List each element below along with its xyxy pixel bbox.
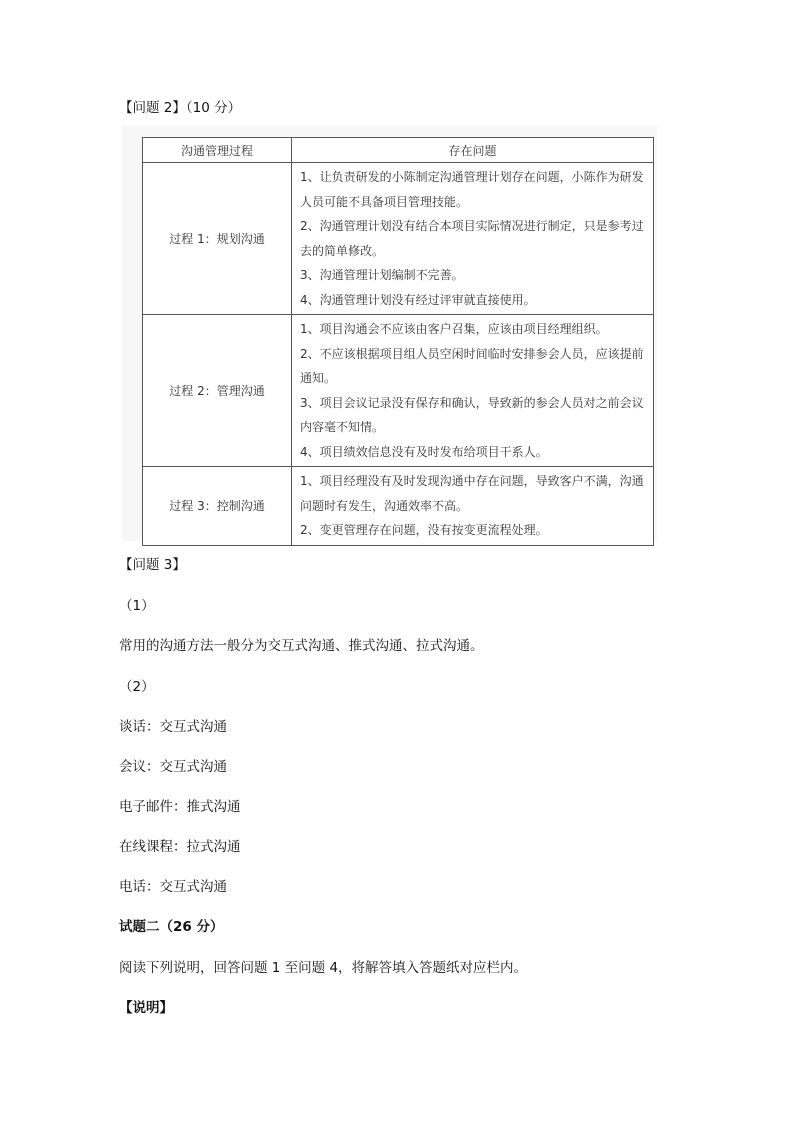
column-header-process: 沟通管理过程	[143, 138, 292, 163]
part1-label: （1）	[119, 598, 155, 614]
process-cell: 过程 2：管理沟通	[143, 315, 292, 467]
process-cell: 过程 1：规划沟通	[143, 163, 292, 315]
part2-label: （2）	[119, 679, 155, 695]
issue-item: 1、让负责研发的小陈制定沟通管理计划存在问题，小陈作为研发人员可能不具备项目管理技能。	[300, 170, 644, 209]
issues-cell	[292, 467, 654, 546]
issue-item: 2、不应该根据项目组人员空闲时间临时安排参会人员，应该提前通知。	[300, 346, 644, 385]
mapping-item: 谈话：交互式沟通	[119, 719, 227, 735]
issue-item: 4、项目绩效信息没有及时发布给项目干系人。	[300, 444, 548, 459]
mapping-item: 电子邮件：推式沟通	[119, 799, 241, 815]
description-heading: 【说明】	[119, 1000, 173, 1016]
issue-item: 1、项目经理没有及时发现沟通中存在问题，导致客户不满，沟通问题时有发生，沟通效率不高。	[300, 474, 644, 513]
issues-table	[142, 137, 654, 546]
issue-item: 2、变更管理存在问题，没有按变更流程处理。	[300, 523, 548, 537]
question3-heading: 【问题 3】	[119, 557, 186, 573]
question2-heading: 【问题 2】（10 分）	[119, 100, 242, 116]
issue-item: 3、项目会议记录没有保存和确认，导致新的参会人员对之前会议内容毫不知情。	[300, 395, 644, 434]
issue-item: 3、沟通管理计划编制不完善。	[300, 268, 464, 282]
table-row	[143, 315, 654, 467]
process-cell: 过程 3：控制沟通	[143, 467, 292, 546]
part1-text: 常用的沟通方法一般分为交互式沟通、推式沟通、拉式沟通。	[119, 638, 484, 654]
issues-table-image	[122, 126, 657, 541]
column-header-issues: 存在问题	[292, 138, 654, 163]
table-row	[143, 163, 654, 315]
exam2-title: 试题二（26 分）	[119, 919, 224, 935]
issues-cell	[292, 315, 654, 467]
mapping-item: 在线课程：拉式沟通	[119, 839, 241, 855]
issues-cell	[292, 163, 654, 315]
issue-item: 2、沟通管理计划没有结合本项目实际情况进行制定，只是参考过去的简单修改。	[300, 219, 644, 258]
mapping-item: 电话：交互式沟通	[119, 879, 227, 895]
issue-item: 1、项目沟通会不应该由客户召集，应该由项目经理组织。	[300, 322, 608, 336]
table-row	[143, 467, 654, 546]
table-header-row	[143, 138, 654, 163]
mapping-item: 会议：交互式沟通	[119, 759, 227, 775]
exam2-instruction: 阅读下列说明，回答问题 1 至问题 4，将解答填入答题纸对应栏内。	[119, 960, 528, 976]
issue-item: 4、沟通管理计划没有经过评审就直接使用。	[300, 292, 536, 307]
